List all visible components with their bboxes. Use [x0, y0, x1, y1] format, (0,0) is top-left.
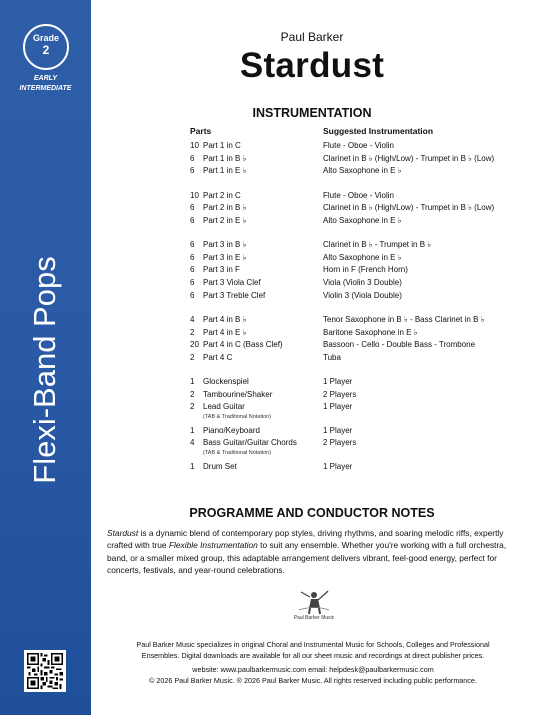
part-name: Glockenspiel: [203, 377, 249, 386]
part-quantity: 20: [190, 340, 199, 349]
part-name: Part 3 in F: [203, 265, 240, 274]
grade-word: Grade: [32, 33, 59, 43]
part-quantity: 2: [190, 353, 195, 362]
suggested-instrumentation: Clarinet in B ♭ (High/Low) - Trumpet in B ♭ (Low): [323, 154, 495, 163]
part-quantity: 10: [190, 141, 199, 150]
part-name: Part 1 in B ♭: [203, 154, 247, 163]
part-name: Part 4 in C (Bass Clef): [203, 340, 283, 349]
sidebar: [0, 0, 91, 715]
part-name: Part 1 in C: [203, 141, 241, 150]
part-quantity: 4: [190, 315, 195, 324]
suggested-instrumentation: 1 Player: [323, 426, 353, 435]
suggested-instrumentation: Clarinet in B ♭ - Trumpet in B ♭: [323, 240, 432, 249]
suggested-instrumentation: Violin 3 (Viola Double): [323, 291, 402, 300]
part-quantity: 6: [190, 240, 195, 249]
suggested-instrumentation: 1 Player: [323, 462, 353, 471]
suggested-instrumentation: Horn in F (French Horn): [323, 265, 408, 274]
conductor-notes: [107, 527, 519, 576]
part-quantity: 10: [190, 191, 199, 200]
notes-italic-term: Flexible Instrumentation: [168, 540, 258, 551]
footer-copyright: © 2026 Paul Barker Music. ® 2026 Paul Barker Music. All rights reserved including public performance.: [149, 675, 477, 685]
footer-contact: website: www.paulbarkermusic.com email: helpdesk@paulbarkermusic.com: [192, 665, 434, 675]
suggested-instrumentation: Tenor Saxophone in B ♭ - Bass Clarinet in B ♭: [323, 315, 485, 324]
grade-number: 2: [42, 43, 50, 57]
footer-line-2: Ensembles. Digital downloads are available for all our sheet music and recordings at direct publisher prices.: [141, 650, 485, 660]
part-name: Tambourine/Shaker: [203, 390, 273, 399]
part-name: Part 2 in B ♭: [203, 203, 247, 212]
parts-column-header: Parts: [190, 126, 212, 136]
part-name: Lead Guitar: [203, 402, 245, 411]
qr-code: [24, 650, 66, 692]
notes-title-italic: Stardust: [107, 528, 139, 538]
part-note: (TAB & Traditional Notation): [203, 450, 272, 456]
part-name: Piano/Keyboard: [203, 426, 260, 435]
instrumentation-heading: INSTRUMENTATION: [252, 106, 372, 120]
part-name: Part 2 in C: [203, 191, 241, 200]
level-label: [0, 74, 91, 94]
part-name: Bass Guitar/Guitar Chords: [203, 438, 297, 447]
part-quantity: 6: [190, 265, 195, 274]
part-quantity: 6: [190, 166, 195, 175]
footer-line-1: Paul Barker Music specializes in original Choral and Instrumental Music for Schools, Colleges and Professional: [136, 640, 490, 649]
part-quantity: 1: [190, 462, 195, 471]
conductor-silhouette-icon: [297, 588, 331, 614]
suggested-instrumentation: Baritone Saxophone in E ♭: [323, 328, 418, 337]
part-quantity: 1: [190, 426, 195, 435]
piece-title: Stardust: [239, 46, 385, 85]
part-name: Part 3 in B ♭: [203, 240, 247, 249]
part-quantity: 6: [190, 154, 195, 163]
part-quantity: 6: [190, 203, 195, 212]
notes-text-2: to suit any ensemble. Whether you're working with a full orchestra, band, or a smaller mixed group, this adaptable arrangement delivers vibrant, feel-good energy, perfect for concerts, festivals, and year-round celebrations.: [107, 540, 507, 575]
part-name: Part 4 C: [203, 353, 233, 362]
part-name: Part 3 Viola Clef: [203, 278, 261, 287]
suggested-instrumentation: 1 Player: [323, 402, 353, 411]
grade-badge: [23, 24, 69, 70]
suggested-instrumentation: 2 Players: [323, 390, 357, 399]
suggested-instrumentation: Alto Saxophone in E ♭: [323, 166, 402, 175]
suggested-instrumentation: 2 Players: [323, 438, 357, 447]
qr-code-icon: [27, 653, 63, 689]
part-quantity: 2: [190, 328, 195, 337]
part-quantity: 1: [190, 377, 195, 386]
suggested-instrumentation: Alto Saxophone in E ♭: [323, 216, 402, 225]
suggested-instrumentation: Flute - Oboe - Violin: [323, 191, 394, 200]
level-line2: INTERMEDIATE: [19, 85, 72, 92]
part-quantity: 6: [190, 291, 195, 300]
part-quantity: 2: [190, 390, 195, 399]
suggested-instrumentation: Alto Saxophone in E ♭: [323, 253, 402, 262]
notes-heading: PROGRAMME AND CONDUCTOR NOTES: [189, 506, 435, 520]
suggested-instrumentation: Bassoon - Cello - Double Bass - Trombone: [323, 340, 476, 349]
suggested-instrumentation: Tuba: [323, 353, 341, 362]
level-line1: EARLY: [33, 75, 58, 82]
part-name: Part 2 in E ♭: [203, 216, 247, 225]
publisher-logo: [284, 588, 344, 624]
part-name: Part 4 in E ♭: [203, 328, 247, 337]
part-name: Part 1 in E ♭: [203, 166, 247, 175]
part-quantity: 2: [190, 402, 195, 411]
part-quantity: 6: [190, 253, 195, 262]
suggested-instrumentation: Clarinet in B ♭ (High/Low) - Trumpet in B ♭ (Low): [323, 203, 495, 212]
suggested-instrumentation: Viola (Violin 3 Double): [323, 278, 402, 287]
part-quantity: 6: [190, 216, 195, 225]
part-name: Drum Set: [203, 462, 237, 471]
part-quantity: 4: [190, 438, 195, 447]
suggested-instrumentation: Flute - Oboe - Violin: [323, 141, 394, 150]
part-note: (TAB & Traditional Notation): [203, 414, 272, 420]
suggested-column-header: Suggested Instrumentation: [323, 126, 434, 136]
part-name: Part 4 in B ♭: [203, 315, 247, 324]
notes-text-1: is a dynamic blend of contemporary pop styles, driving rhythms, and soaring melodic riffs, expertly crafted with true: [107, 528, 504, 551]
page-main: [91, 0, 533, 715]
part-quantity: 6: [190, 278, 195, 287]
footer: [107, 640, 519, 686]
part-name: Part 3 Treble Clef: [203, 291, 266, 300]
series-title: Flexi-Band Pops: [27, 256, 62, 484]
composer-name: Paul Barker: [280, 30, 344, 44]
logo-text: Paul Barker Music: [293, 615, 335, 621]
part-name: Part 3 in E ♭: [203, 253, 247, 262]
suggested-instrumentation: 1 Player: [323, 377, 353, 386]
